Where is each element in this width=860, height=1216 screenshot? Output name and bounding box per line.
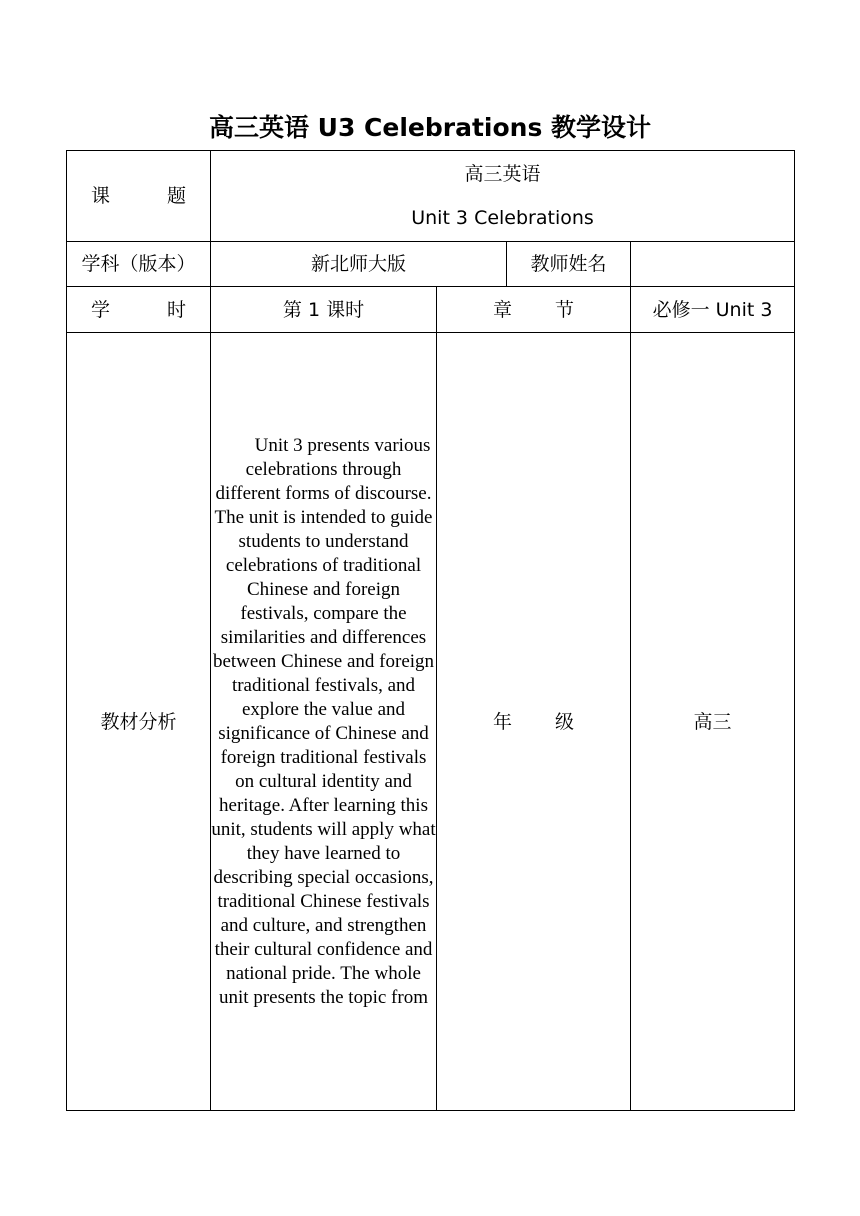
teacher-name-label: 教师姓名 — [507, 242, 631, 287]
document-title: 高三英语 U3 Celebrations 教学设计 — [208, 113, 652, 142]
analysis-text-cell — [211, 333, 437, 1111]
chapter-label-cell — [437, 287, 631, 333]
grade-value: 高三 — [631, 333, 795, 1111]
topic-label: 课 题 — [91, 185, 186, 207]
chapter-label: 章 节 — [493, 298, 574, 321]
subject-value: 新北师大版 — [211, 242, 507, 287]
period-label: 学 时 — [91, 298, 186, 321]
period-row — [67, 287, 795, 333]
grade-label: 年 级 — [493, 710, 574, 733]
analysis-label: 教材分析 — [67, 333, 211, 1111]
analysis-row — [67, 333, 795, 1111]
period-label-cell — [67, 287, 211, 333]
subject-row — [67, 242, 795, 287]
analysis-paragraph: Unit 3 presents various celebrations through different forms of discourse. The unit is intended to guide students to understand celebrations of traditional Chinese and foreign festivals, compare the similarities and differences between Chinese and foreign traditional festivals, and explore the value and significance of Chinese and foreign traditional festivals on cultural identity and heritage. After learning this unit, students will apply what they have learned to describing special occasions, traditional Chinese festivals and culture, and strengthen their cultural confidence and national pride. The whole unit presents the topic from — [211, 434, 436, 1008]
topic-value-line2: Unit 3 Celebrations — [411, 207, 594, 229]
topic-value-line1: 高三英语 — [464, 163, 541, 185]
subject-label: 学科（版本） — [67, 242, 211, 287]
topic-row — [67, 151, 795, 242]
teacher-name-value[interactable] — [631, 242, 795, 287]
grade-label-cell — [437, 333, 631, 1111]
topic-value-cell — [211, 151, 795, 242]
chapter-value: 必修一 Unit 3 — [631, 287, 795, 333]
lesson-plan-table — [66, 150, 795, 1111]
topic-label-cell — [67, 151, 211, 242]
period-value: 第 1 课时 — [211, 287, 437, 333]
